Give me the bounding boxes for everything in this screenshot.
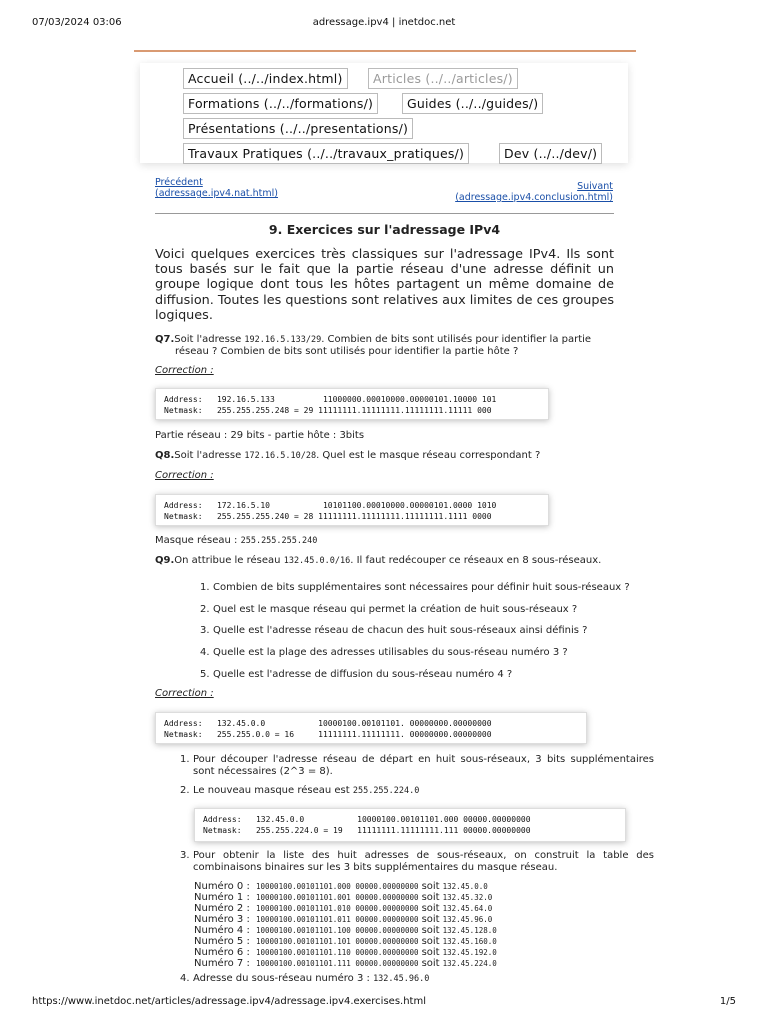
q9-answer-1-text: Pour découper l'adresse réseau de départ en huit sous-réseaux, 3 bits supplémentaires sont nécessaires (2^3 = 8). xyxy=(193,754,654,777)
q9-question-item: 3. Quelle est l'adresse réseau de chacun des huit sous-réseaux ainsi définis ? xyxy=(200,625,588,637)
subnet-address: 132.45.160.0 xyxy=(442,937,497,946)
print-date: 07/03/2024 03:06 xyxy=(32,17,122,28)
soit-word: soit xyxy=(421,892,440,903)
soit-word: soit xyxy=(421,958,440,969)
nav-travaux-link[interactable]: Travaux Pratiques (../../travaux_pratiques/) xyxy=(183,143,469,164)
question-q9 xyxy=(155,555,653,567)
q9-answer-1: 1. Pour découper l'adresse réseau de départ en huit sous-réseaux, 3 bits supplémentaires sont nécessaires (2^3 = 8). xyxy=(180,754,654,777)
soit-word: soit xyxy=(421,947,440,958)
q9-question-text: Quel est le masque réseau qui permet la création de huit sous-réseaux ? xyxy=(213,603,578,615)
soit-word: soit xyxy=(421,925,440,936)
q9-text-pre: On attribue le réseau xyxy=(174,555,284,566)
nav-guides-link[interactable]: Guides (../../guides/) xyxy=(402,93,543,114)
q9-answer-2: 2. Le nouveau masque réseau est 255.255.224.0 xyxy=(180,785,420,796)
q9-question-text: Combien de bits supplémentaires sont nécessaires pour définir huit sous-réseaux ? xyxy=(213,582,630,593)
q9-correction-heading xyxy=(155,688,653,699)
nav-articles-current: Articles (../../articles/) xyxy=(368,68,518,89)
subnet-bits: 10000100.00101101.100 00000.00000000 xyxy=(256,926,419,935)
subnet-address: 132.45.64.0 xyxy=(442,904,493,913)
next-label: Suivant xyxy=(577,181,613,192)
q9-answer-2-pre: Le nouveau masque réseau est xyxy=(193,785,353,796)
q7-correction-label: Correction : xyxy=(155,365,214,376)
nav-accueil-link[interactable]: Accueil (../../index.html) xyxy=(183,68,348,89)
q8-text-pre: Soit l'adresse xyxy=(174,450,245,461)
q7-answer: Partie réseau : 29 bits - partie hôte : 3bits xyxy=(155,430,365,441)
subnet-label: Numéro 6 : xyxy=(194,947,250,958)
pager-divider xyxy=(155,213,614,214)
previous-label: Précédent xyxy=(155,177,203,188)
soit-word: soit xyxy=(421,881,440,892)
subnet-row xyxy=(194,892,654,903)
q9-question-list xyxy=(200,582,660,690)
print-header xyxy=(32,17,736,31)
print-url: https://www.inetdoc.net/articles/adressage.ipv4/adressage.ipv4.exercises.html xyxy=(32,996,426,1007)
q9-question-item: 2. Quel est le masque réseau qui permet la création de huit sous-réseaux ? xyxy=(200,603,578,615)
question-q7 xyxy=(155,334,653,358)
site-navigation xyxy=(140,63,628,163)
subnet-row xyxy=(194,947,654,958)
q9-question-text: Quelle est l'adresse réseau de chacun des huit sous-réseaux ainsi définis ? xyxy=(213,625,588,637)
q8-answer xyxy=(155,535,653,546)
page-title: 9. Exercices sur l'adressage IPv4 xyxy=(268,222,501,237)
q9-answer-3: 3. Pour obtenir la liste des huit adresses de sous-réseaux, on construit la table des combinaisons binaires sur les 3 bits supplémentaires du masque réseau. xyxy=(180,850,654,873)
soit-word: soit xyxy=(421,914,440,925)
top-divider xyxy=(134,50,636,52)
q9-question-text: Quelle est la plage des adresses utilisables du sous-réseau numéro 3 ? xyxy=(213,647,568,659)
q9-question-item: 1. Combien de bits supplémentaires sont nécessaires pour définir huit sous-réseaux ? xyxy=(200,582,630,593)
subnet-table xyxy=(194,881,654,969)
q8-label: Q8. xyxy=(155,450,175,461)
subnet-label: Numéro 2 : xyxy=(194,903,250,914)
q7-text-post: . Combien de bits sont utilisés pour identifier la partie xyxy=(321,334,592,345)
previous-href: (adressage.ipv4.nat.html) xyxy=(155,188,279,199)
subnet-address: 132.45.128.0 xyxy=(442,926,497,935)
subnet-row xyxy=(194,958,654,969)
q7-text-cont: réseau ? Combien de bits sont utilisés pour identifier la partie hôte ? xyxy=(175,346,519,357)
q7-text-pre: Soit l'adresse xyxy=(174,334,245,345)
q7-address: 192.16.5.133/29 xyxy=(244,335,322,345)
q8-address: 172.16.5.10/28 xyxy=(244,451,317,461)
q7-label: Q7. xyxy=(155,334,175,345)
subnet-label: Numéro 5 : xyxy=(194,936,250,947)
subnet-bits: 10000100.00101101.011 00000.00000000 xyxy=(256,915,419,924)
soit-word: soit xyxy=(421,903,440,914)
q8-correction-label: Correction : xyxy=(155,470,214,481)
subnet-address: 132.45.32.0 xyxy=(442,893,493,902)
pager xyxy=(155,177,613,201)
subnet-row xyxy=(194,914,654,925)
subnet-row xyxy=(194,936,654,947)
next-link[interactable] xyxy=(455,181,613,203)
nav-presentations-link[interactable]: Présentations (../../presentations/) xyxy=(183,118,413,139)
q7-correction-heading xyxy=(155,365,653,376)
subnet-address: 132.45.0.0 xyxy=(442,882,488,891)
q9-answer-3-text: Pour obtenir la liste des huit adresses de sous-réseaux, on construit la table des combinaisons binaires sur les 3 bits supplémentaires du masque réseau. xyxy=(193,850,654,873)
subnet-address: 132.45.192.0 xyxy=(442,948,497,957)
q9-answer-4: 4. Adresse du sous-réseau numéro 3 : 132.45.96.0 xyxy=(180,973,430,984)
q8-answer-pre: Masque réseau : xyxy=(155,535,241,546)
q9-question-text: Quelle est l'adresse de diffusion du sous-réseau numéro 4 ? xyxy=(213,668,513,680)
q9-correction-label: Correction : xyxy=(155,688,214,699)
subnet-row xyxy=(194,925,654,936)
subnet-label: Numéro 4 : xyxy=(194,925,250,936)
q9-code-block-2: Address: 132.45.0.0 10000100.00101101.000 00000.00000000 Netmask: 255.255.224.0 = 19 11111111.11111111.111 00000.00000000 xyxy=(194,808,626,842)
subnet-row xyxy=(194,903,654,914)
q8-answer-value: 255.255.255.240 xyxy=(240,536,318,546)
subnet-bits: 10000100.00101101.010 00000.00000000 xyxy=(256,904,419,913)
print-footer xyxy=(32,996,736,1010)
q9-label: Q9. xyxy=(155,555,175,566)
subnet-bits: 10000100.00101101.101 00000.00000000 xyxy=(256,937,419,946)
q9-answer-2-value: 255.255.224.0 xyxy=(352,786,420,796)
soit-word: soit xyxy=(421,936,440,947)
q9-code-block-1: Address: 132.45.0.0 10000100.00101101. 00000000.00000000 Netmask: 255.255.0.0 = 16 11111111.11111111. 00000000.00000000 xyxy=(155,712,587,744)
q9-question-item: 4. Quelle est la plage des adresses utilisables du sous-réseau numéro 3 ? xyxy=(200,647,568,659)
q9-answer-4-pre: Adresse du sous-réseau numéro 3 : xyxy=(193,973,374,984)
nav-formations-link[interactable]: Formations (../../formations/) xyxy=(183,93,378,114)
subnet-address: 132.45.224.0 xyxy=(442,959,497,968)
subnet-bits: 10000100.00101101.000 00000.00000000 xyxy=(256,882,419,891)
q9-answer-4-value: 132.45.96.0 xyxy=(373,974,430,984)
q8-correction-heading xyxy=(155,470,653,481)
q8-code-block: Address: 172.16.5.10 10101100.00010000.00000101.0000 1010 Netmask: 255.255.255.240 = 28 11111111.11111111.11111111.1111 0000 xyxy=(155,494,549,526)
subnet-bits: 10000100.00101101.001 00000.00000000 xyxy=(256,893,419,902)
next-href: (adressage.ipv4.conclusion.html) xyxy=(455,192,613,203)
subnet-bits: 10000100.00101101.110 00000.00000000 xyxy=(256,948,419,957)
q7-code-block: Address: 192.16.5.133 11000000.00010000.00000101.10000 101 Netmask: 255.255.255.248 = 29 11111111.11111111.11111111.11111 000 xyxy=(155,388,549,420)
subnet-bits: 10000100.00101101.111 00000.00000000 xyxy=(256,959,419,968)
previous-link[interactable] xyxy=(155,177,278,199)
subnet-label: Numéro 7 : xyxy=(194,958,250,969)
intro-paragraph: Voici quelques exercices très classiques sur l'adressage IPv4. Ils sont tous basés sur le fait que la partie réseau d'une adresse définit un groupe logique dont tous les hôtes partagent un même domaine de diffusion. Toutes les questions sont relatives aux limites de ces groupes logiques. xyxy=(155,247,614,323)
question-q8 xyxy=(155,450,653,462)
nav-dev-link[interactable]: Dev (../../dev/) xyxy=(499,143,602,164)
subnet-row xyxy=(194,881,654,892)
q9-question-item: 5. Quelle est l'adresse de diffusion du sous-réseau numéro 4 ? xyxy=(200,668,513,680)
q9-address: 132.45.0.0/16 xyxy=(283,556,351,566)
q8-text-post: . Quel est le masque réseau correspondant ? xyxy=(316,450,541,461)
subnet-label: Numéro 0 : xyxy=(194,881,250,892)
subnet-label: Numéro 1 : xyxy=(194,892,250,903)
print-page-number: 1/5 xyxy=(719,996,736,1007)
subnet-label: Numéro 3 : xyxy=(194,914,250,925)
q9-text-post: . Il faut redécouper ce réseaux en 8 sous-réseaux. xyxy=(350,555,602,566)
subnet-address: 132.45.96.0 xyxy=(442,915,493,924)
print-title: adressage.ipv4 | inetdoc.net xyxy=(312,17,456,28)
